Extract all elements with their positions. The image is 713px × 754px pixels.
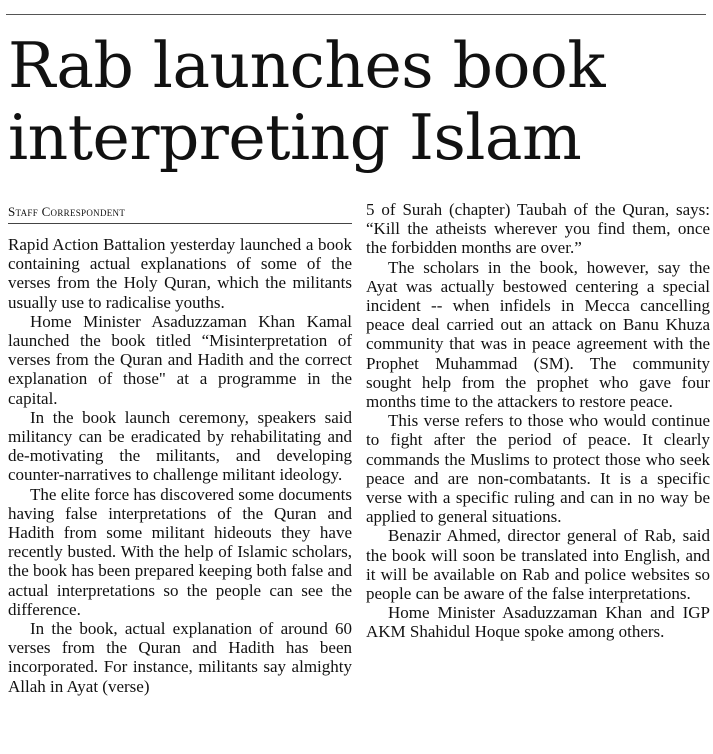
paragraph: The elite force has discovered some documents having false interpretations of the Quran and Hadith from some militant hideouts they have recently busted. With the help of Islamic scholars, the book has been prepared keeping both false and actual interpretations so the people can see the difference. <box>8 484 352 619</box>
headline-line-1: Rab launches book <box>8 29 606 102</box>
paragraph: Home Minister Asaduzzaman Khan and IGP AKM Shahidul Hoque spoke among others. <box>366 603 710 642</box>
headline-line-2: interpreting Islam <box>8 101 582 174</box>
paragraph: Benazir Ahmed, director general of Rab, said the book will soon be translated into English, and it will be available on Rab and police websites so people can be aware of the false interpretations. <box>366 526 710 604</box>
left-column <box>8 204 352 696</box>
top-rule <box>6 14 706 15</box>
paragraph: In the book, actual explanation of around 60 verses from the Quran and Hadith has been incorporated. For instance, militants say almighty Allah in Ayat (verse) <box>8 619 352 696</box>
paragraph: Rapid Action Battalion yesterday launched a book containing actual explanations of some of the verses from the Holy Quran, which the militants usually use to radicalise youths. <box>8 235 352 312</box>
byline: Staff Correspondent <box>8 204 352 224</box>
paragraph: The scholars in the book, however, say the Ayat was actually bestowed centering a special incident -- when infidels in Mecca cancelling peace deal carried out an attack on Banu Khuza community that was in peace agreement with the Prophet Muhammad (SM). The community sought help from the prophet who gave four months time to the attackers to restore peace. <box>366 257 710 412</box>
paragraph: This verse refers to those who would continue to fight after the period of peace. It clearly commands the Muslims to protect those who seek peace and are non-combatants. It is a specific verse with a specific ruling and can in no way be applied to general situations. <box>366 411 710 527</box>
paragraph-continuation: 5 of Surah (chapter) Taubah of the Quran, says: “Kill the atheists wherever you find them, once the forbidden months are over.” <box>366 200 710 258</box>
right-column <box>366 200 710 642</box>
paragraph: In the book launch ceremony, speakers said militancy can be eradicated by rehabilitating and de-motivating the militants, and developing counter-narratives to challenge militant ideology. <box>8 407 352 485</box>
paragraph: Home Minister Asaduzzaman Khan Kamal launched the book titled “Misinterpretation of verses from the Quran and Hadith and the correct explanation of those" at a programme in the capital. <box>8 311 352 408</box>
headline <box>8 30 708 174</box>
